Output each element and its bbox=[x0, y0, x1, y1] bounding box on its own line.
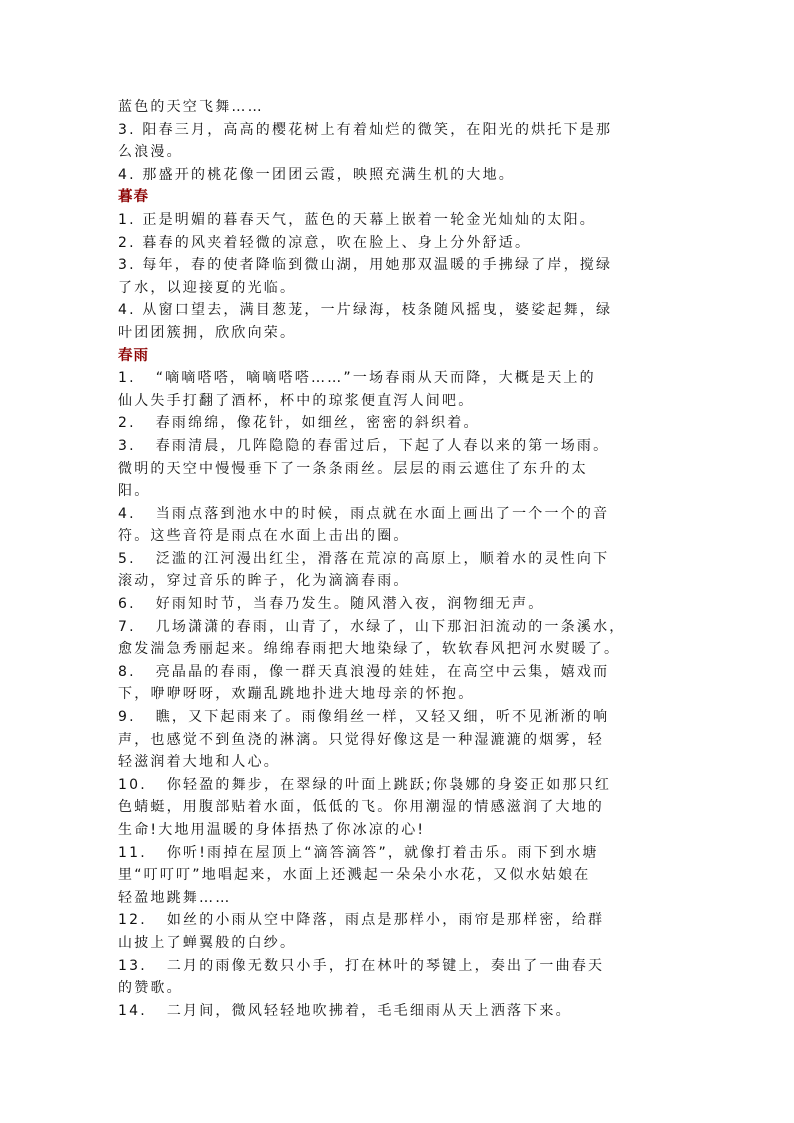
text-line: 下，咿咿呀呀，欢蹦乱跳地扑进大地母亲的怀抱。 bbox=[118, 686, 475, 703]
text-line: 2. 春雨绵绵，像花针，如细丝，密密的斜织着。 bbox=[118, 415, 480, 432]
paragraph bbox=[118, 548, 678, 593]
text-line: 8. 亮晶晶的春雨，像一群天真浪漫的娃娃，在高空中云集，嬉戏而 bbox=[118, 663, 610, 680]
paragraph bbox=[118, 96, 678, 119]
text-line: 13. 二月的雨像无数只小手，打在林叶的琴键上，奏出了一曲春天 bbox=[118, 957, 605, 974]
text-line: 蓝色的天空飞舞…… bbox=[118, 99, 264, 115]
text-line: 12. 如丝的小雨从空中降落，雨点是那样小，雨帘是那样密，给群 bbox=[118, 912, 605, 929]
text-line: 6. 好雨知时节，当春乃发生。随风潜入夜，润物细无声。 bbox=[118, 596, 545, 613]
text-line: 2. 暮春的风夹着轻微的凉意，吹在脸上、身上分外舒适。 bbox=[118, 234, 532, 251]
text-line: 1. 正是明媚的暮春天气，蓝色的天幕上嵌着一轮金光灿灿的太阳。 bbox=[118, 211, 597, 228]
text-line: 轻盈地跳舞…… bbox=[118, 889, 232, 906]
text-line: 4. 从窗口望去，满目葱茏，一片绿海，枝条随风摇曳，婆娑起舞，绿 bbox=[118, 302, 613, 319]
paragraph bbox=[118, 503, 678, 548]
paragraph bbox=[118, 299, 678, 344]
text-line: 仙人失手打翻了酒杯，杯中的琼浆便直泻人间吧。 bbox=[118, 392, 475, 409]
text-line: 生命!大地用温暖的身体捂热了你冰凉的心! bbox=[118, 822, 426, 838]
text-line: 4. 那盛开的桃花像一团团云霞，映照充满生机的大地。 bbox=[118, 166, 516, 183]
text-line: 叶团团簇拥，欣欣向荣。 bbox=[118, 324, 297, 341]
text-line: 了水，以迎接夏的光临。 bbox=[118, 279, 297, 296]
text-line: 符。这些音符是雨点在水面上击出的圈。 bbox=[118, 528, 410, 545]
text-line: 5. 泛滥的江河漫出红尘，滑落在荒凉的高原上，顺着水的灵性向下 bbox=[118, 550, 610, 567]
paragraph bbox=[118, 593, 678, 616]
paragraph bbox=[118, 232, 678, 255]
paragraph bbox=[118, 367, 678, 412]
text-line: 7. 几场潇潇的春雨，山青了，水绿了，山下那汩汩流动的一条溪水， bbox=[118, 618, 626, 635]
text-line: 愈发湍急秀丽起来。绵绵春雨把大地染绿了，软软春风把河水熨暖了。 bbox=[118, 641, 621, 658]
text-line: 轻滋润着大地和人心。 bbox=[118, 754, 280, 771]
text-line: 山披上了蝉翼般的白纱。 bbox=[118, 934, 297, 951]
paragraph bbox=[118, 119, 678, 164]
text-line: 1. “嘀嘀嗒嗒，嘀嘀嗒嗒……”一场春雨从天而降，大概是天上的 bbox=[118, 370, 596, 387]
text-line: 色蜻蜓，用腹部贴着水面，低低的飞。你用潮湿的情感滋润了大地的 bbox=[118, 799, 604, 816]
text-line: 微明的天空中慢慢垂下了一条条雨丝。层层的雨云遮住了东升的太 bbox=[118, 460, 588, 477]
section-heading: 春雨 bbox=[118, 347, 149, 364]
paragraph bbox=[118, 164, 678, 187]
text-line: 4. 当雨点落到池水中的时候，雨点就在水面上画出了一个一个的音 bbox=[118, 505, 610, 522]
text-line: 的赞歌。 bbox=[118, 980, 183, 997]
paragraph bbox=[118, 1000, 678, 1023]
text-line: 声，也感觉不到鱼浇的淋漓。只觉得好像这是一种湿漉漉的烟雾，轻 bbox=[118, 731, 604, 748]
text-line: 阳。 bbox=[118, 483, 151, 500]
document-body bbox=[118, 96, 678, 1022]
paragraph bbox=[118, 955, 678, 1000]
text-line: 3. 每年，春的使者降临到微山湖，用她那双温暖的手拂绿了岸，搅绿 bbox=[118, 257, 613, 274]
text-line: 滚动，穿过音乐的眸子，化为滴滴春雨。 bbox=[118, 573, 410, 590]
text-line: 10. 你轻盈的舞步，在翠绿的叶面上跳跃;你袅娜的身姿正如那只红 bbox=[118, 776, 612, 793]
paragraph bbox=[118, 706, 678, 774]
paragraph bbox=[118, 661, 678, 706]
text-line: 9. 瞧，又下起雨来了。雨像绢丝一样，又轻又细，听不见淅淅的响 bbox=[118, 709, 610, 726]
paragraph bbox=[118, 616, 678, 661]
paragraph bbox=[118, 909, 678, 954]
text-line: 3. 阳春三月，高高的樱花树上有着灿烂的微笑，在阳光的烘托下是那 bbox=[118, 121, 613, 138]
text-line: 3. 春雨清晨，几阵隐隐的春雷过后，下起了人春以来的第一场雨。 bbox=[118, 437, 610, 454]
paragraph bbox=[118, 412, 678, 435]
paragraph bbox=[118, 209, 678, 232]
text-line: 11. 你听!雨掉在屋顶上“滴答滴答”，就像打着击乐。雨下到水塘 bbox=[118, 844, 599, 861]
paragraph bbox=[118, 254, 678, 299]
text-line: 14. 二月间，微风轻轻地吹拂着，毛毛细雨从天上洒落下来。 bbox=[118, 1002, 572, 1019]
paragraph bbox=[118, 774, 678, 842]
text-line: 么浪漫。 bbox=[118, 144, 183, 161]
section-heading: 暮春 bbox=[118, 189, 149, 206]
paragraph bbox=[118, 435, 678, 503]
text-line: 里“叮叮叮”地唱起来，水面上还溅起一朵朵小水花，又似水姑娘在 bbox=[118, 867, 591, 884]
paragraph bbox=[118, 842, 678, 910]
